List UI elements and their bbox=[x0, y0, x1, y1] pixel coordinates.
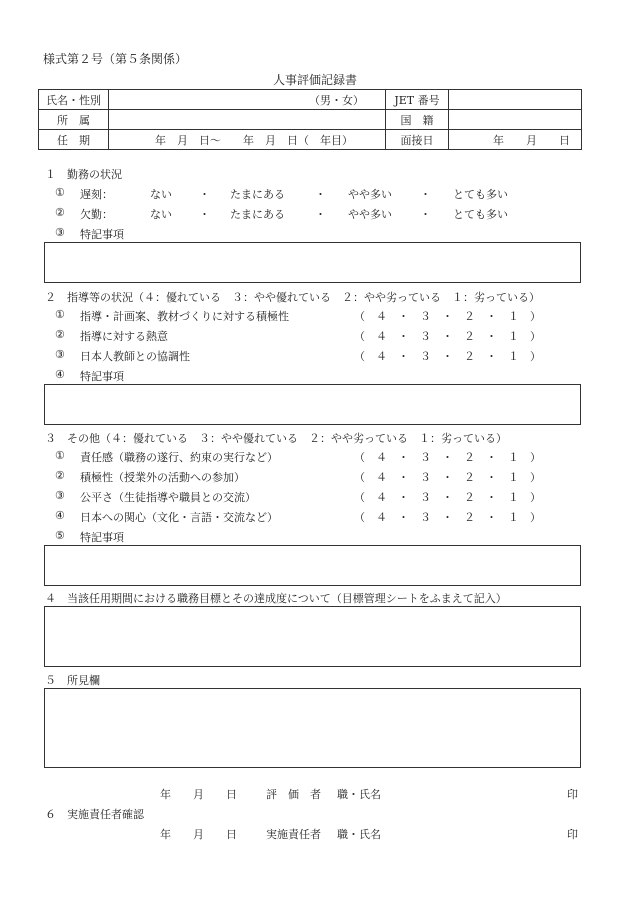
evaluator-name-label: 職・氏名 bbox=[337, 788, 381, 801]
nationality-field[interactable] bbox=[449, 110, 582, 130]
option-none[interactable]: ない bbox=[150, 188, 172, 201]
rating-scale[interactable]: （ ４ ・ ３ ・ ２ ・ １ ） bbox=[354, 310, 541, 323]
rating-scale[interactable]: （ ４ ・ ３ ・ ２ ・ １ ） bbox=[354, 511, 541, 524]
option-sometimes[interactable]: たまにある bbox=[230, 208, 285, 221]
affiliation-field[interactable] bbox=[109, 110, 386, 130]
responsible-role: 実施責任者 bbox=[266, 828, 321, 841]
term-field[interactable]: 年 月 日〜 年 月 日（ 年目） bbox=[109, 130, 386, 150]
option-none[interactable]: ない bbox=[150, 208, 172, 221]
lateness-label: 遅刻： bbox=[80, 188, 113, 201]
page-title: 人事評価記録書 bbox=[272, 73, 357, 87]
section4-goals-box[interactable] bbox=[44, 606, 581, 667]
term-label: 任 期 bbox=[39, 130, 109, 150]
section6-title: ６ 実施責任者確認 bbox=[45, 808, 144, 821]
rating-scale[interactable]: （ ４ ・ ３ ・ ２ ・ １ ） bbox=[354, 330, 541, 343]
evaluator-date[interactable]: 年 月 日 bbox=[160, 788, 237, 801]
interview-date-label: 面接日 bbox=[386, 130, 449, 150]
rating-scale[interactable]: （ ４ ・ ３ ・ ２ ・ １ ） bbox=[354, 451, 541, 464]
evaluator-role: 評 価 者 bbox=[266, 788, 321, 801]
responsible-name-label: 職・氏名 bbox=[337, 828, 381, 841]
rating-scale[interactable]: （ ４ ・ ３ ・ ２ ・ １ ） bbox=[354, 491, 541, 504]
rating-scale[interactable]: （ ４ ・ ３ ・ ２ ・ １ ） bbox=[354, 471, 541, 484]
rating-scale[interactable]: （ ４ ・ ３ ・ ２ ・ １ ） bbox=[354, 350, 541, 363]
nationality-label: 国 籍 bbox=[386, 110, 449, 130]
option-very-many[interactable]: とても多い bbox=[453, 188, 508, 201]
section4-title: ４ 当該任用期間における職務目標とその達成度について（目標管理シートをふまえて記入） bbox=[45, 592, 507, 605]
notes-label: 特記事項 bbox=[80, 370, 124, 383]
section2-notes-box[interactable] bbox=[44, 384, 581, 425]
name-gender-label: 氏名・性別 bbox=[39, 90, 109, 110]
option-somewhat-many[interactable]: やや多い bbox=[348, 208, 392, 221]
seal-mark: 印 bbox=[567, 788, 578, 801]
section3-notes-box[interactable] bbox=[44, 545, 581, 586]
option-sometimes[interactable]: たまにある bbox=[230, 188, 285, 201]
responsible-date[interactable]: 年 月 日 bbox=[160, 828, 237, 841]
section1-notes-box[interactable] bbox=[44, 242, 581, 283]
jet-number-label: JET 番号 bbox=[386, 90, 449, 110]
section5-remarks-box[interactable] bbox=[44, 688, 581, 768]
option-somewhat-many[interactable]: やや多い bbox=[348, 188, 392, 201]
section2-title: ２ 指導等の状況（４：優れている ３：やや優れている ２：やや劣っている １：劣っている） bbox=[45, 291, 540, 304]
affiliation-label: 所 属 bbox=[39, 110, 109, 130]
interview-date-field[interactable]: 年 月 日 bbox=[449, 130, 582, 150]
notes-label: 特記事項 bbox=[80, 228, 124, 241]
seal-mark: 印 bbox=[567, 828, 578, 841]
gender-options[interactable]: （男・女） bbox=[109, 90, 386, 110]
header-table bbox=[38, 89, 582, 150]
form-number: 様式第２号（第５条関係） bbox=[43, 52, 188, 66]
section5-title: ５ 所見欄 bbox=[45, 674, 100, 687]
notes-label: 特記事項 bbox=[80, 531, 124, 544]
absence-label: 欠勤： bbox=[80, 208, 113, 221]
section1-title: １ 勤務の状況 bbox=[45, 168, 122, 181]
section3-title: ３ その他（４：優れている ３：やや優れている ２：やや劣っている １：劣っている） bbox=[45, 432, 507, 445]
jet-number-field[interactable] bbox=[449, 90, 582, 110]
option-very-many[interactable]: とても多い bbox=[453, 208, 508, 221]
